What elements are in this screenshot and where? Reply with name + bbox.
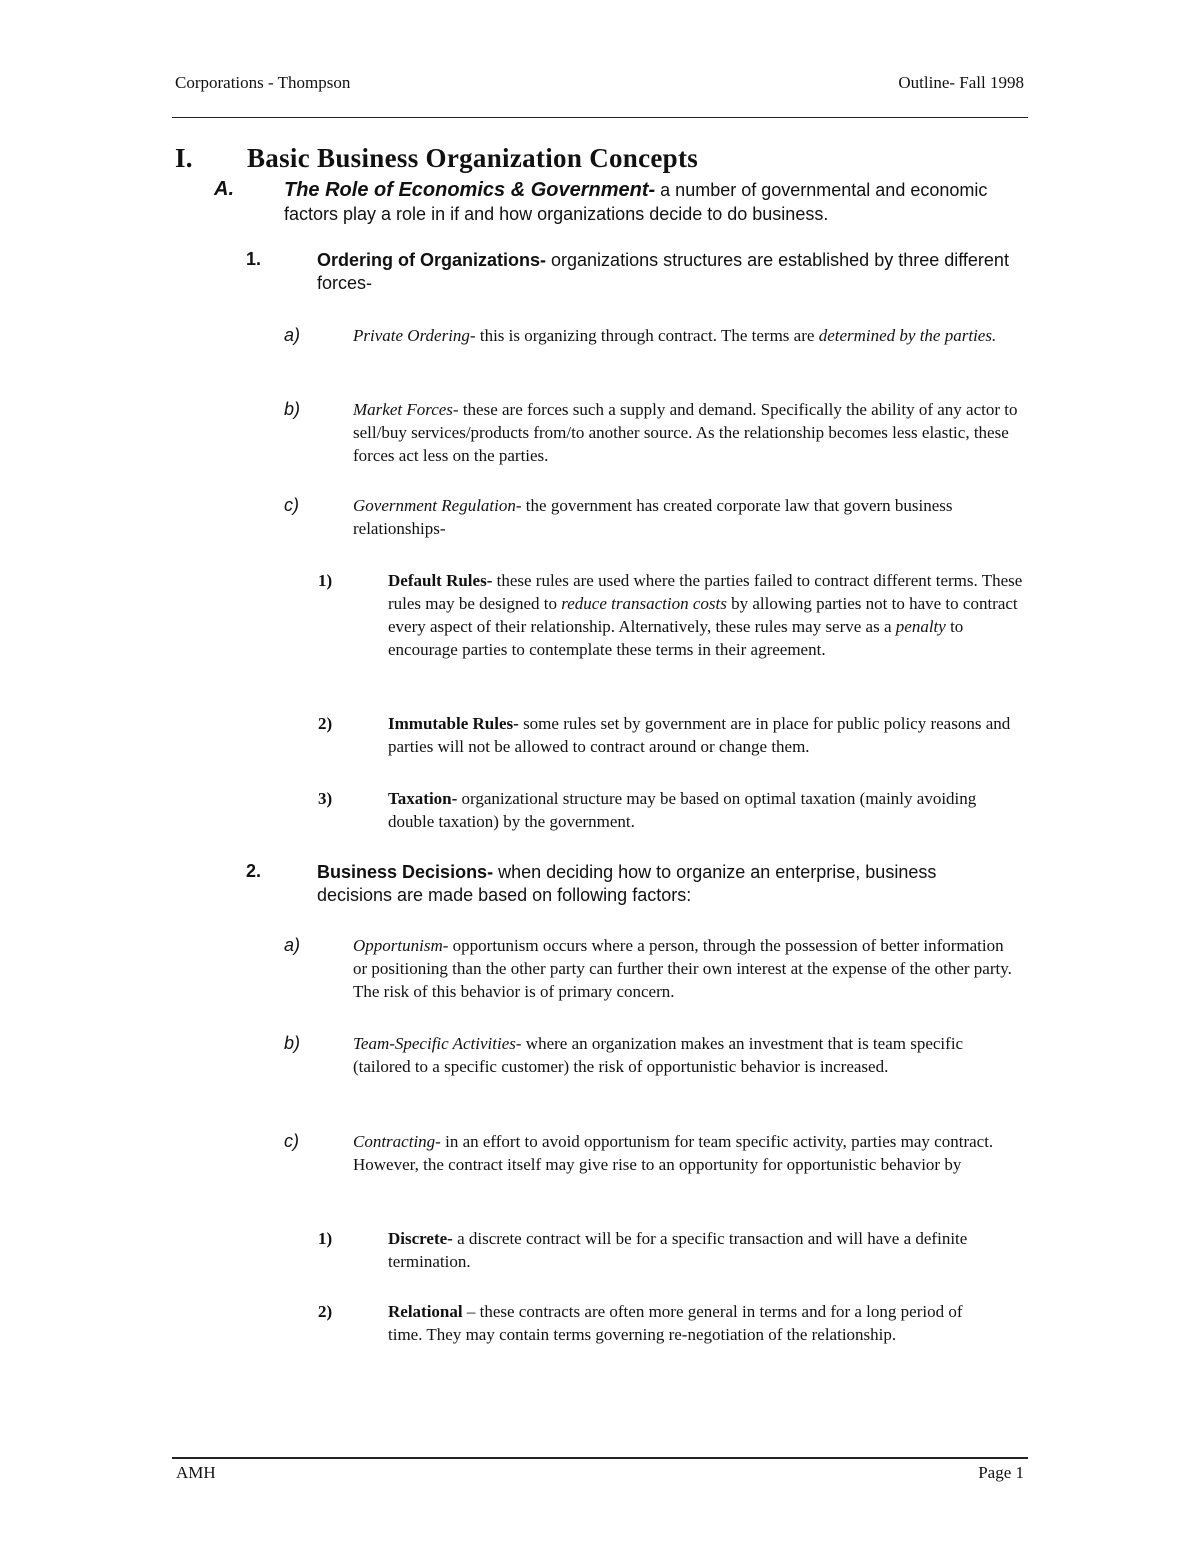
- item-1c2-label: 2): [318, 714, 333, 733]
- item-2b-paragraph: [353, 1032, 1003, 1078]
- header-course: Corporations - Thompson: [175, 73, 351, 92]
- item-2c2-label: 2): [318, 1302, 333, 1321]
- item-1a-heading: Private Ordering-: [353, 326, 476, 345]
- item-2-label: 2.: [246, 861, 262, 881]
- item-1c1-text-3: to encourage parties to contemplate these terms in their agreement.: [388, 617, 964, 659]
- item-2c2-heading: Relational: [388, 1302, 463, 1321]
- section-A-label: A.: [214, 178, 234, 200]
- item-2b-label: b): [284, 1033, 301, 1053]
- item-1c2-paragraph: [388, 712, 1024, 758]
- item-2b-text: where an organization makes an investment that is team specific (tailored to a specific customer) the risk of opportunistic behavior is increased.: [353, 1034, 964, 1076]
- item-1c-heading: Government Regulation-: [353, 496, 522, 515]
- item-2c-text: in an effort to avoid opportunism for team specific activity, parties may contract. However, the contract itself may give rise to an opportunity for opportunistic behavior by: [353, 1132, 994, 1174]
- item-1c3-heading: Taxation-: [388, 789, 458, 808]
- footer-rule: [172, 1457, 1028, 1459]
- item-2c2-paragraph: [388, 1300, 988, 1346]
- item-2c-label: c): [284, 1131, 299, 1151]
- item-1c3-text: organizational structure may be based on optimal taxation (mainly avoiding double taxation) by the government.: [388, 789, 977, 831]
- item-1c1-text-1: these rules are used where the parties failed to contract different terms. These rules may be designed to: [388, 571, 1023, 613]
- item-2a-heading: Opportunism-: [353, 936, 449, 955]
- item-1-heading: Ordering of Organizations-: [317, 250, 547, 270]
- item-2c-paragraph: [353, 1130, 1023, 1176]
- item-2a-paragraph: [353, 934, 1019, 1003]
- item-1c1-label: 1): [318, 571, 333, 590]
- item-1b-heading: Market Forces-: [353, 400, 459, 419]
- item-1-paragraph: [317, 249, 1017, 295]
- item-1c2-text: some rules set by government are in place for public policy reasons and parties will not be allowed to contract around or change them.: [388, 714, 1011, 756]
- item-1a-label: a): [284, 325, 301, 345]
- item-1a-text: this is organizing through contract. The terms are: [475, 326, 819, 345]
- item-1c1-text-2: by allowing parties not to have to contract every aspect of their relationship. Alternatively, these rules may serve as a: [388, 594, 1018, 636]
- item-2-paragraph: [317, 861, 1007, 907]
- item-1-label: 1.: [246, 249, 262, 269]
- item-1c-label: c): [284, 495, 299, 515]
- item-2c1-label: 1): [318, 1229, 333, 1248]
- section-A-text: a number of governmental and economic factors play a role in if and how organizations decide to do business.: [284, 180, 988, 224]
- item-1b-text: these are forces such a supply and demand. Specifically the ability of any actor to sell/buy services/products from/to another source. As the relationship becomes less elastic, these forces act less on the parties.: [353, 400, 1018, 465]
- item-2c1-paragraph: [388, 1227, 1008, 1273]
- section-I-label: I.: [175, 143, 193, 173]
- item-1c1-heading: Default Rules-: [388, 571, 493, 590]
- item-1b-paragraph: [353, 398, 1025, 467]
- item-2a-text: opportunism occurs where a person, through the possession of better information or positioning than the other party can further their own interest at the expense of the other party. The risk of this behavior is of primary concern.: [353, 936, 1012, 1001]
- item-2a-label: a): [284, 935, 301, 955]
- item-1c2-heading: Immutable Rules-: [388, 714, 519, 733]
- item-1b-label: b): [284, 399, 301, 419]
- section-I-title: Basic Business Organization Concepts: [247, 143, 699, 173]
- item-2c1-heading: Discrete-: [388, 1229, 453, 1248]
- item-2-heading: Business Decisions-: [317, 862, 494, 882]
- item-1c1-emphasis-2: penalty: [895, 617, 946, 636]
- header-term: Outline- Fall 1998: [898, 73, 1024, 92]
- section-A-heading: The Role of Economics & Government-: [284, 179, 656, 201]
- item-1c-text: the government has created corporate law that govern business relationships-: [353, 496, 953, 538]
- item-2c1-text: a discrete contract will be for a specific transaction and will have a definite termination.: [388, 1229, 968, 1271]
- section-A-paragraph: [284, 178, 1014, 226]
- item-1a-paragraph: [353, 324, 1023, 347]
- item-1c1-emphasis-1: reduce transaction costs: [561, 594, 727, 613]
- item-1c-paragraph: [353, 494, 993, 540]
- item-2c-heading: Contracting-: [353, 1132, 441, 1151]
- item-2c2-text: – these contracts are often more general in terms and for a long period of time. They may contain terms governing re-negotiation of the relationship.: [388, 1302, 963, 1344]
- item-1-text: organizations structures are established by three different forces-: [317, 250, 1009, 293]
- item-1c3-paragraph: [388, 787, 1008, 833]
- item-2-text: when deciding how to organize an enterprise, business decisions are made based on following factors:: [317, 862, 937, 905]
- item-1c1-paragraph: [388, 569, 1024, 661]
- footer-page-number: Page 1: [978, 1463, 1024, 1482]
- item-1c3-label: 3): [318, 789, 333, 808]
- footer-author: AMH: [176, 1463, 216, 1482]
- item-2b-heading: Team-Specific Activities-: [353, 1034, 522, 1053]
- item-1a-emphasis: determined by the parties.: [818, 326, 997, 345]
- header-rule: [172, 117, 1028, 118]
